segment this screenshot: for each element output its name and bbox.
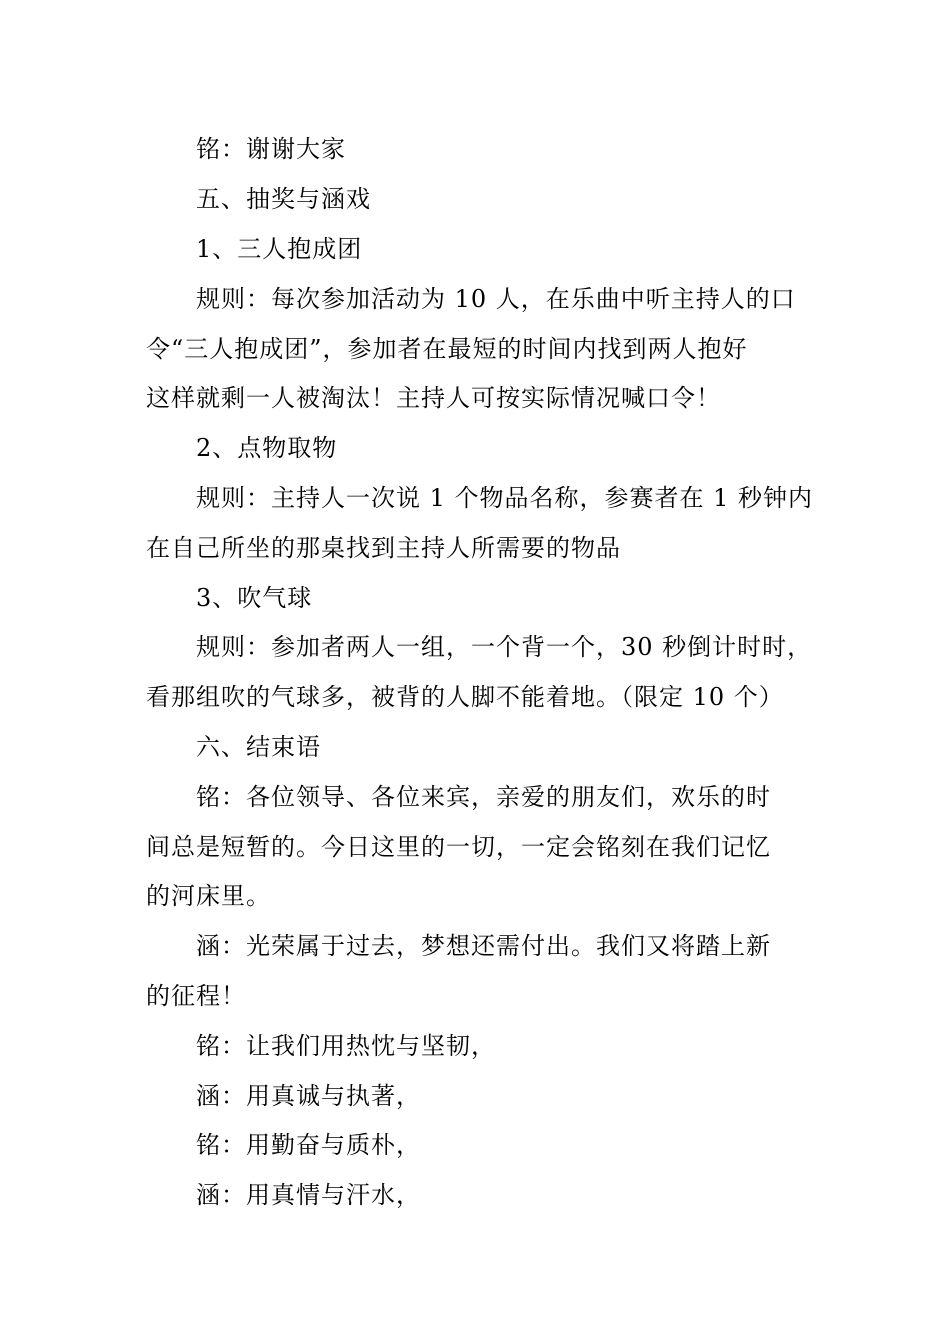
text-line: 涵：光荣属于过去，梦想还需付出。我们又将踏上新 — [196, 932, 771, 960]
text-line: 铭：各位领导、各位来宾，亲爱的朋友们，欢乐的时 — [196, 783, 771, 811]
text-line: 规则：每次参加活动为 10 人，在乐曲中听主持人的口 — [196, 285, 796, 313]
section-heading: 六、结束语 — [196, 733, 321, 761]
text-line: 铭：用勤奋与质朴， — [196, 1131, 421, 1159]
text-line: 铭：让我们用热忱与坚韧， — [196, 1032, 496, 1060]
item-heading: 1、三人抱成团 — [196, 235, 363, 263]
item-heading: 3、吹气球 — [196, 584, 313, 612]
text-line: 在自己所坐的那桌找到主持人所需要的物品 — [146, 534, 621, 562]
text-line: 规则：主持人一次说 1 个物品名称，参赛者在 1 秒钟内 — [196, 484, 814, 512]
text-line: 令“三人抱成团”，参加者在最短的时间内找到两人抱好 — [146, 335, 748, 363]
text-line: 这样就剩一人被淘汰！主持人可按实际情况喊口令！ — [146, 384, 721, 412]
section-heading: 五、抽奖与涵戏 — [196, 185, 371, 213]
item-heading: 2、点物取物 — [196, 434, 338, 462]
text-line: 的河床里。 — [146, 882, 271, 910]
text-line: 的征程！ — [146, 982, 246, 1010]
text-line: 看那组吹的气球多，被背的人脚不能着地。（限定 10 个） — [146, 683, 784, 711]
text-line: 规则：参加者两人一组，一个背一个，30 秒倒计时时， — [196, 633, 813, 661]
text-line: 间总是短暂的。今日这里的一切，一定会铭刻在我们记忆 — [146, 833, 771, 861]
text-line: 铭：谢谢大家 — [196, 135, 346, 163]
text-line: 涵：用真情与汗水， — [196, 1181, 421, 1209]
text-line: 涵：用真诚与执著， — [196, 1082, 421, 1110]
